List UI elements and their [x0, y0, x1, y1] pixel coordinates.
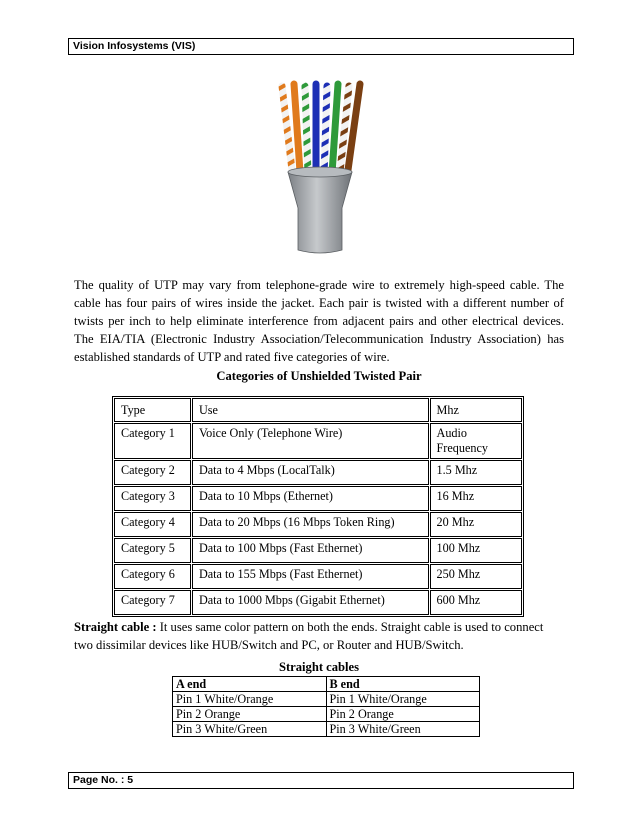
cell-a-end: Pin 2 Orange: [173, 707, 327, 722]
categories-table-title: Categories of Unshielded Twisted Pair: [216, 369, 422, 383]
table-row: [173, 722, 480, 737]
cell-use: Voice Only (Telephone Wire): [192, 423, 429, 459]
cell-mhz: 20 Mhz: [430, 512, 522, 537]
cell-type: Category 3: [114, 486, 191, 511]
cell-use: Data to 100 Mbps (Fast Ethernet): [192, 538, 429, 563]
cell-use: Data to 155 Mbps (Fast Ethernet): [192, 564, 429, 589]
utp-description-paragraph: The quality of UTP may vary from telephone-grade wire to extremely high-speed cable. The cable has four pairs of wires inside the jacket. Each pair is twisted with a different number of twists per inch to help eliminate interference from adjacent pairs and other electrical devices. The EIA/TIA (Electronic Industry Association/Telecommunication Industry Association) has established standards of UTP and rated five categories of wire.: [74, 278, 564, 364]
cell-type: Category 6: [114, 564, 191, 589]
cell-b-end: Pin 3 White/Green: [326, 722, 480, 737]
cell-b-end: Pin 2 Orange: [326, 707, 480, 722]
cell-type: Category 5: [114, 538, 191, 563]
table-row: [114, 564, 522, 589]
cell-type: Category 7: [114, 590, 191, 615]
straight-cable-description: It uses same color pattern on both the ends. Straight cable is used to connect two dissimilar devices like HUB/Switch and PC, or Router and HUB/Switch.: [74, 620, 544, 652]
table-row: [114, 423, 522, 459]
cell-mhz: 250 Mhz: [430, 564, 522, 589]
cell-mhz: 600 Mhz: [430, 590, 522, 615]
column-header-type: Type: [114, 398, 191, 422]
straight-cable-label: Straight cable :: [74, 620, 157, 634]
straight-cables-title: Straight cables: [278, 660, 360, 674]
cell-mhz: 1.5 Mhz: [430, 460, 522, 485]
cell-mhz: 16 Mhz: [430, 486, 522, 511]
cell-type: Category 1: [114, 423, 191, 459]
table-header-row: [173, 677, 480, 692]
table-row: [114, 486, 522, 511]
cell-type: Category 4: [114, 512, 191, 537]
cell-mhz: 100 Mhz: [430, 538, 522, 563]
cell-b-end: Pin 1 White/Orange: [326, 692, 480, 707]
page-footer: Page No. : 5: [68, 772, 574, 789]
straight-cables-table: [172, 676, 480, 737]
column-header-mhz: Mhz: [430, 398, 522, 422]
column-header-use: Use: [192, 398, 429, 422]
table-row: [173, 692, 480, 707]
column-header-b-end: B end: [326, 677, 480, 692]
page-header: Vision Infosystems (VIS): [68, 38, 574, 55]
table-row: [114, 590, 522, 615]
table-row: [114, 460, 522, 485]
table-header-row: [114, 398, 522, 422]
cell-use: Data to 1000 Mbps (Gigabit Ethernet): [192, 590, 429, 615]
utp-cable-image: [270, 80, 370, 260]
cell-mhz: Audio Frequency: [430, 423, 522, 459]
cell-a-end: Pin 3 White/Green: [173, 722, 327, 737]
utp-categories-table: [112, 396, 524, 617]
table-row: [173, 707, 480, 722]
cell-a-end: Pin 1 White/Orange: [173, 692, 327, 707]
cell-use: Data to 20 Mbps (16 Mbps Token Ring): [192, 512, 429, 537]
column-header-a-end: A end: [173, 677, 327, 692]
table-row: [114, 512, 522, 537]
cell-use: Data to 4 Mbps (LocalTalk): [192, 460, 429, 485]
cell-use: Data to 10 Mbps (Ethernet): [192, 486, 429, 511]
cell-type: Category 2: [114, 460, 191, 485]
table-row: [114, 538, 522, 563]
straight-cable-paragraph: [74, 618, 564, 654]
